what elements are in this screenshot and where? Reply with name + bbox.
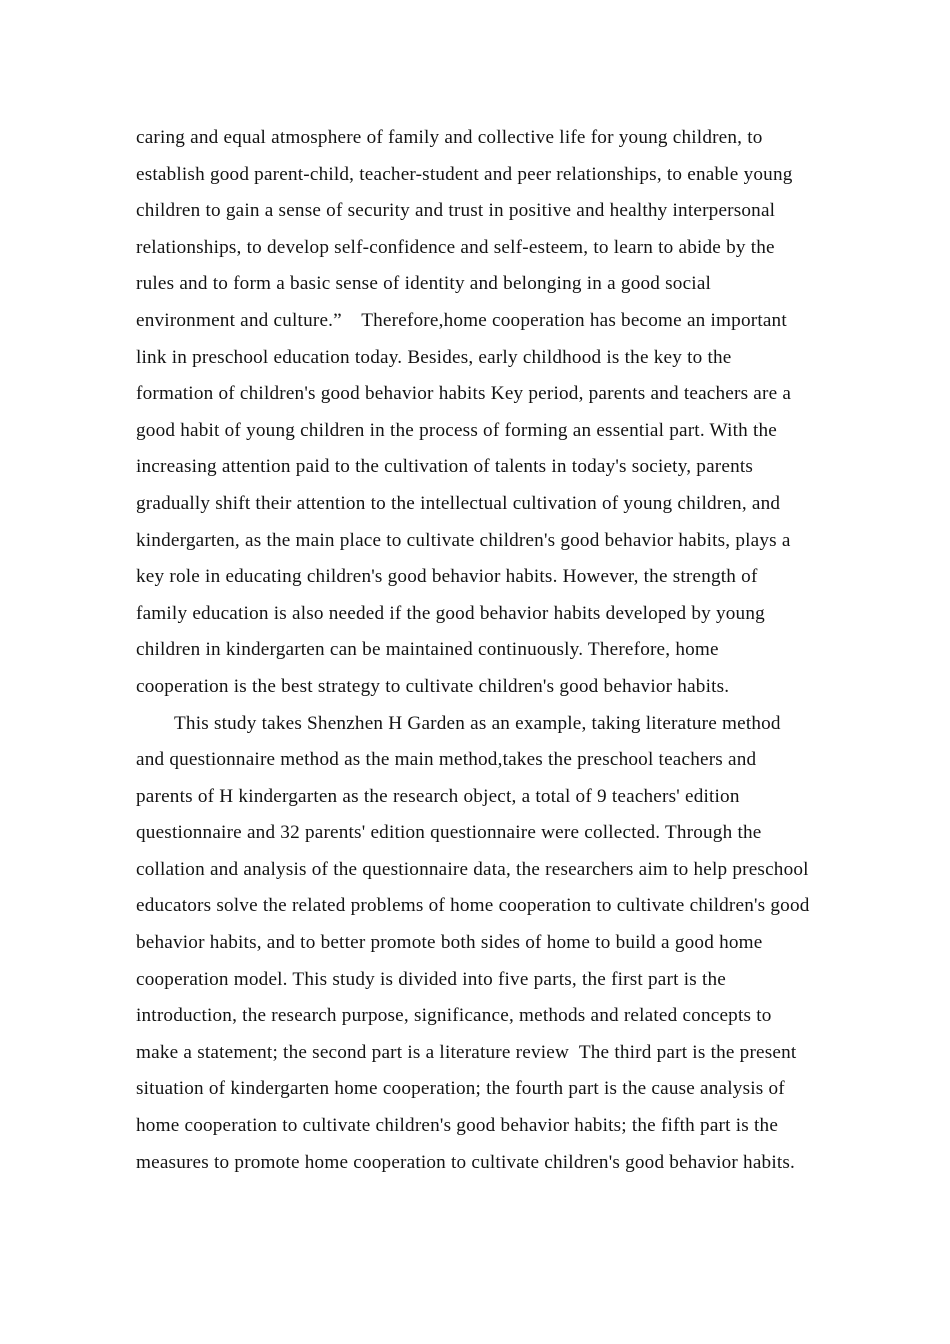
body-text-column <box>136 120 815 1181</box>
paragraph-continuation: caring and equal atmosphere of family and collective life for young children, to establish good parent-child, teacher-student and peer relationships, to enable young children to gain a sense of security and trust in positive and healthy interpersonal relationships, to develop self-confidence and self-esteem, to learn to abide by the rules and to form a basic sense of identity and belonging in a good social environment and culture.” Therefore,home cooperation has become an important link in preschool education today. Besides, early childhood is the key to the formation of children's good behavior habits Key period, parents and teachers are a good habit of young children in the process of forming an essential part. With the increasing attention paid to the cultivation of talents in today's society, parents gradually shift their attention to the intellectual cultivation of young children, and kindergarten, as the main place to cultivate children's good behavior habits, plays a key role in educating children's good behavior habits. However, the strength of family education is also needed if the good behavior habits developed by young children in kindergarten can be maintained continuously. Therefore, home cooperation is the best strategy to cultivate children's good behavior habits. <box>136 127 798 697</box>
paragraph-study-overview: This study takes Shenzhen H Garden as an example, taking literature method and questionnaire method as the main method,takes the preschool teachers and parents of H kindergarten as the research object, a total of 9 teachers' edition questionnaire and 32 parents' edition questionnaire were collected. Through the collation and analysis of the questionnaire data, the researchers aim to help preschool educators solve the related problems of home cooperation to cultivate children's good behavior habits, and to better promote both sides of home to build a good home cooperation model. This study is divided into five parts, the first part is the introduction, the research purpose, significance, methods and related concepts to make a statement; the second part is a literature review The third part is the present situation of kindergarten home cooperation; the fourth part is the cause analysis of home cooperation to cultivate children's good behavior habits; the fifth part is the measures to promote home cooperation to cultivate children's good behavior habits. <box>136 712 815 1173</box>
